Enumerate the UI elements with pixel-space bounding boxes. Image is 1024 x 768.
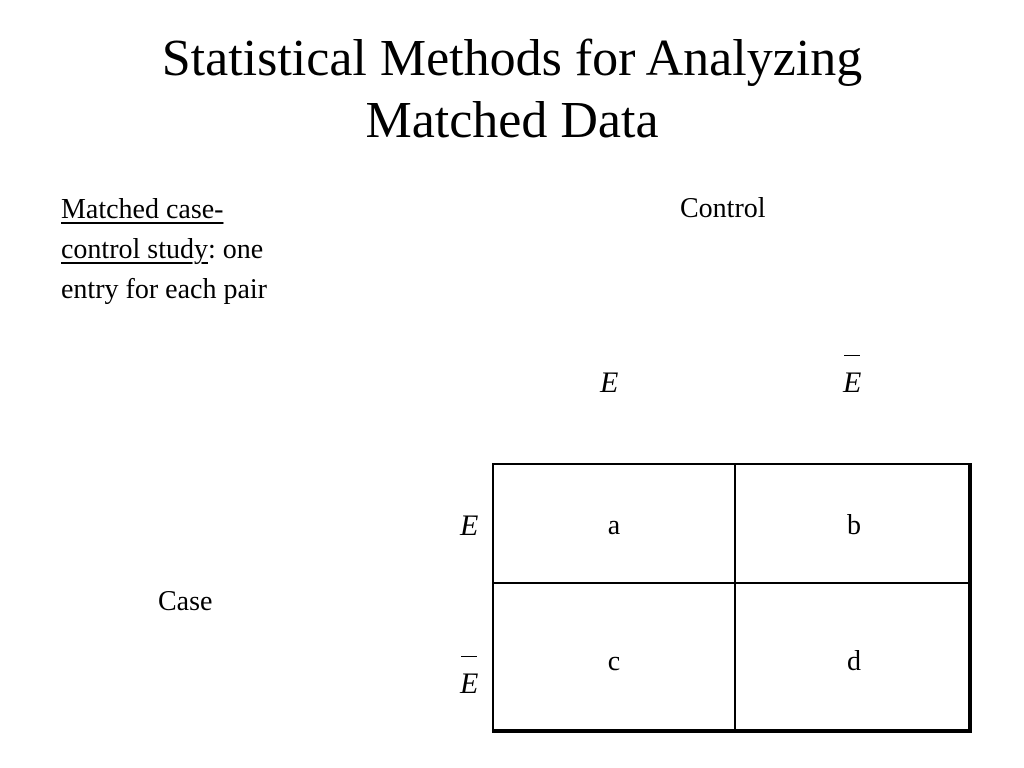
two-by-two-table: [492, 463, 972, 733]
column-header-exposed: E: [600, 366, 619, 399]
control-label: Control: [680, 193, 766, 224]
cell-d: d: [847, 646, 861, 677]
description-line-3: entry for each pair: [61, 274, 267, 305]
cell-b: b: [847, 510, 861, 541]
cell-c: c: [607, 646, 621, 677]
title-line-1: Statistical Methods for Analyzing: [161, 30, 863, 87]
study-description: [61, 190, 361, 310]
column-header-unexposed-text: E: [843, 366, 862, 399]
description-line-2: [61, 230, 361, 270]
description-underlined-1: Matched case-: [61, 194, 224, 225]
table-vertical-divider: [734, 465, 736, 729]
column-header-unexposed: [843, 366, 861, 400]
row-header-unexposed-text: E: [460, 667, 479, 700]
description-underlined-2: control study: [61, 234, 208, 265]
row-header-exposed: E: [460, 509, 479, 542]
description-line-1: [61, 190, 361, 230]
row-unexposed-overbar: [460, 667, 478, 701]
cell-a: a: [607, 510, 621, 541]
slide-title: [0, 28, 1024, 152]
case-label: Case: [158, 586, 213, 617]
table-horizontal-divider: [494, 582, 968, 584]
title-line-2: Matched Data: [365, 92, 659, 149]
description-rest-2: : one: [208, 234, 264, 265]
unexposed-overbar: [843, 366, 861, 400]
row-header-unexposed: [460, 667, 478, 701]
